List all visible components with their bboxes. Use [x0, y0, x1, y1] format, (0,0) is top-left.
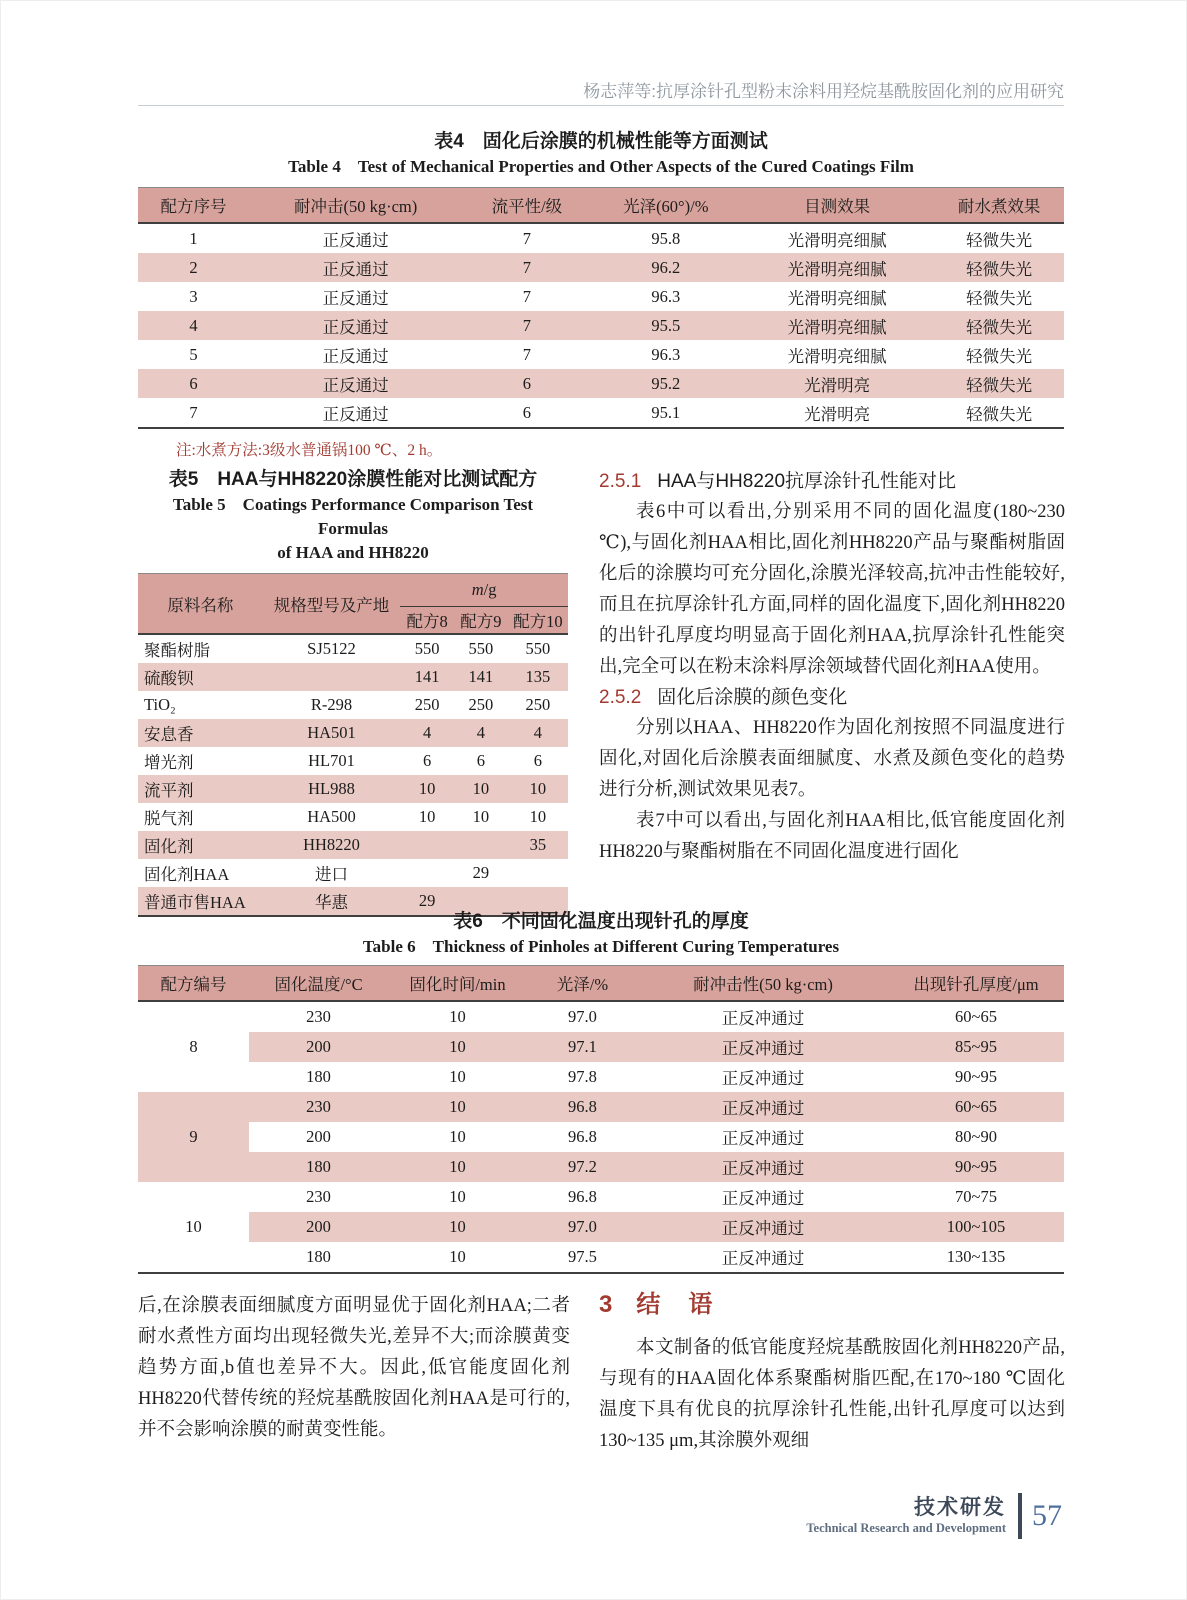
column-header: 配方序号: [160, 197, 227, 216]
table-cell: 35: [508, 831, 568, 859]
table-cell: 97.0: [568, 1007, 597, 1026]
table-cell: 光滑明亮细腻: [787, 288, 887, 308]
table-cell: 200: [249, 1032, 388, 1062]
table-cell: 97.8: [568, 1067, 597, 1086]
table-cell: 10: [449, 1067, 466, 1086]
table-cell: 7: [522, 286, 532, 306]
table6: [138, 965, 1064, 1274]
table-row: [138, 663, 568, 691]
table-cell: HL701: [308, 751, 355, 770]
table-cell: 安息香: [138, 719, 263, 747]
group-label: 10: [185, 1217, 202, 1236]
table-cell: 10: [508, 775, 568, 803]
table5-title-en-line1: Table 5 Coatings Performance Comparison Test Formulas: [172, 495, 534, 538]
table-cell: 光滑明亮细腻: [787, 230, 887, 250]
table-cell: 硫酸钡: [138, 663, 263, 691]
column-header: 固化时间/min: [409, 975, 506, 994]
table-cell: 7: [189, 402, 198, 422]
table-cell: 96.3: [651, 286, 681, 306]
table-row: [138, 1212, 1064, 1242]
table-cell: [400, 859, 454, 887]
table-cell: 光滑明亮: [804, 404, 871, 424]
table-cell: 正反冲通过: [638, 1092, 888, 1122]
table-cell: 29: [400, 887, 454, 916]
table-cell: 97.1: [527, 1032, 638, 1062]
table-row: [138, 1032, 1064, 1062]
table-cell: 正反冲通过: [638, 1152, 888, 1182]
table5-titles: [138, 467, 568, 565]
table-cell: 10: [529, 807, 547, 826]
section-heading-2-5-2: [599, 683, 1065, 713]
table-cell: 141: [454, 663, 508, 691]
table5-title-en-line2: of HAA and HH8220: [277, 543, 429, 562]
table-cell: 250: [525, 695, 551, 714]
table6-title-cn: 表6 不同固化温度出现针孔的厚度: [453, 911, 749, 932]
table-cell: 4: [400, 719, 454, 747]
table-cell: 141: [400, 663, 454, 691]
table-cell: 95.1: [651, 402, 681, 422]
table-row: [138, 253, 1064, 282]
table-row: [138, 398, 1064, 428]
table6-header-row: [138, 966, 1064, 1002]
table-cell: 6: [138, 369, 249, 398]
page-number: 57: [1032, 1499, 1062, 1532]
table-cell: 180: [249, 1152, 388, 1182]
column-header: 流平性/级: [491, 197, 563, 216]
table-row: [138, 1182, 1064, 1212]
table-cell: 97.2: [527, 1152, 638, 1182]
table-cell: 6: [462, 369, 592, 398]
table5-section: [138, 467, 568, 917]
table-cell: TiO₂: [144, 695, 176, 714]
conclusion-column: [599, 1284, 1065, 1457]
table-cell: [454, 831, 508, 859]
table-cell: 250: [414, 695, 440, 714]
table-cell: 流平剂: [138, 775, 263, 803]
table-cell: 7: [462, 253, 592, 282]
table-cell: 脱气剂: [144, 809, 194, 828]
table-cell: 100~105: [888, 1212, 1064, 1242]
table-cell: 10: [449, 1187, 466, 1206]
table-cell: 250: [468, 695, 494, 714]
table-row: [138, 1122, 1064, 1152]
table-cell: HA501: [263, 719, 401, 747]
table-cell: 3: [189, 286, 198, 306]
footer-labels: [806, 1496, 1006, 1536]
section-number: 2.5.2: [599, 687, 642, 708]
table-row: [138, 223, 1064, 253]
table-cell: 轻微失光: [966, 404, 1033, 424]
unit-symbol: m: [471, 580, 484, 599]
table-row: [138, 311, 1064, 340]
table5-title-cn: 表5 HAA与HH8220涂膜性能对比测试配方: [168, 469, 538, 490]
table4-header-row: [138, 188, 1064, 224]
table-row: [138, 369, 1064, 398]
column-header: 配方编号: [160, 975, 227, 994]
table-cell: 10: [449, 1247, 466, 1266]
table-cell: 轻微失光: [966, 288, 1033, 308]
table-cell: 130~135: [946, 1247, 1006, 1266]
table-row: [138, 1062, 1064, 1092]
table-cell: 4: [454, 719, 508, 747]
table-row: [138, 859, 568, 887]
table-cell: 正反冲通过: [721, 1189, 805, 1208]
table-cell: 550: [468, 639, 494, 658]
table5: [138, 573, 568, 917]
table-cell: 轻微失光: [934, 253, 1064, 282]
table-row: [138, 1001, 1064, 1032]
table-row: [138, 775, 568, 803]
table6-group-10: [138, 1182, 1064, 1273]
table-cell: 7: [462, 311, 592, 340]
table-cell: 230: [306, 1007, 331, 1026]
paragraph: 表7中可以看出,与固化剂HAA相比,低官能度固化剂HH8220与聚酯树脂在不同固化温度进行固化: [599, 811, 1065, 862]
table-row: [138, 282, 1064, 311]
table-cell: 正反通过: [249, 253, 462, 282]
table-cell: HA500: [307, 807, 356, 826]
section-number: 2.5.1: [599, 471, 642, 492]
table4: [138, 187, 1064, 429]
table-cell: 10: [449, 1127, 466, 1146]
header-rule: [138, 105, 1064, 106]
column-header: 规格型号及产地: [273, 595, 390, 615]
table-cell: 光滑明亮: [740, 369, 934, 398]
table-cell: 正反通过: [249, 311, 462, 340]
table-row: [138, 1242, 1064, 1273]
table-cell: 正反通过: [322, 288, 389, 308]
running-head: 杨志萍等:抗厚涂针孔型粉末涂料用羟烷基酰胺固化剂的应用研究: [583, 82, 1064, 101]
table-cell: 95.8: [651, 228, 681, 248]
table-cell: 正反通过: [249, 369, 462, 398]
table-cell: 85~95: [888, 1032, 1064, 1062]
table-cell: 180: [306, 1067, 331, 1086]
table-cell: 230: [249, 1092, 388, 1122]
section-title: HAA与HH8220抗厚涂针孔性能对比: [657, 471, 957, 492]
group-label: 9: [138, 1092, 249, 1182]
column-header: 配方8: [406, 612, 448, 631]
table-cell: 正反通过: [322, 404, 389, 424]
table-cell: 97.0: [527, 1212, 638, 1242]
page-footer: [806, 1493, 1062, 1539]
table-cell: 轻微失光: [934, 369, 1064, 398]
table-cell: 固化剂HAA: [144, 865, 230, 884]
table-cell: 200: [306, 1127, 331, 1146]
table-row: [138, 340, 1064, 369]
table-row: [138, 1092, 1064, 1122]
footer-divider: [1018, 1493, 1022, 1539]
column-header: 目测效果: [804, 197, 871, 216]
section-title: 固化后涂膜的颜色变化: [657, 687, 848, 708]
table-cell: 135: [508, 663, 568, 691]
table4-title-cn: 表4 固化后涂膜的机械性能等方面测试: [434, 131, 768, 152]
table-cell: 增光剂: [144, 753, 194, 772]
table-cell: R-298: [310, 695, 353, 714]
table-cell: 4: [138, 311, 249, 340]
table-cell: 200: [249, 1212, 388, 1242]
table-cell: 10: [454, 775, 508, 803]
table-cell: 96.3: [651, 344, 681, 364]
table-cell: 10: [400, 775, 454, 803]
table-cell: 2: [138, 253, 249, 282]
table-cell: 普通市售HAA: [138, 887, 263, 916]
table-cell: SJ5122: [307, 639, 356, 658]
unit-denominator: /g: [483, 580, 497, 599]
table-cell: 80~90: [955, 1127, 997, 1146]
table4-section: [138, 129, 1064, 460]
table-cell: 聚酯树脂: [144, 641, 210, 660]
table-cell: 正反冲通过: [638, 1212, 888, 1242]
footer-section-cn: 技术研发: [914, 1496, 1006, 1519]
table-cell: HL988: [263, 775, 401, 803]
paragraph: 后,在涂膜表面细腻度方面明显优于固化剂HAA;二者耐水煮性方面均出现轻微失光,差异不大;而涂膜黄变趋势方面,b值也差异不大。因此,低官能度固化剂HH8220代替传统的羟烷基酰胺固化剂HAA是可行的,并不会影响涂膜的耐黄变性能。: [138, 1296, 570, 1440]
table-cell: 7: [522, 228, 532, 248]
table-cell: 10: [449, 1007, 466, 1026]
paragraph: 分别以HAA、HH8220作为固化剂按照不同温度进行固化,对固化后涂膜表面细腻度、水煮及颜色变化的趋势进行分析,测试效果见表7。: [599, 718, 1065, 800]
table-cell: 1: [189, 228, 198, 248]
table-cell: 97.5: [568, 1247, 597, 1266]
table6-title-en: Table 6 Thickness of Pinholes at Different Curing Temperatures: [362, 937, 840, 956]
table-cell: 6: [522, 402, 532, 422]
table-cell: 正反冲通过: [721, 1069, 805, 1088]
table-cell: 60~65: [888, 1092, 1064, 1122]
table-cell: 光滑明亮细腻: [740, 253, 934, 282]
closing-left-column: [138, 1291, 570, 1446]
table-cell: 96.8: [568, 1187, 597, 1206]
table-cell: 正反通过: [322, 230, 389, 250]
table-cell: 正反冲通过: [721, 1129, 805, 1148]
table-cell: 7: [522, 344, 532, 364]
section-number: 3: [599, 1291, 615, 1318]
table-cell: 光滑明亮细腻: [787, 346, 887, 366]
table-cell: 华惠: [263, 887, 401, 916]
table-cell: [263, 663, 401, 691]
column-header: 耐冲击(50 kg·cm): [293, 197, 418, 216]
table-cell: 轻微失光: [966, 346, 1033, 366]
column-header-unit: [400, 574, 568, 607]
table-cell: 95.5: [592, 311, 740, 340]
table-cell: 正反通过: [322, 346, 389, 366]
group-label: 8: [189, 1037, 198, 1056]
table-cell: 60~65: [955, 1007, 997, 1026]
table-cell: 10: [388, 1152, 527, 1182]
table-cell: 正反冲通过: [721, 1249, 805, 1268]
table-cell: 550: [525, 639, 551, 658]
section-title: 结 语: [636, 1291, 715, 1318]
paragraph: 表6中可以看出,分别采用不同的固化温度(180~230 ℃),与固化剂HAA相比,固化剂HH8220产品与聚酯树脂固化后的涂膜均可充分固化,涂膜光泽较高,抗冲击性能较好,而且在抗厚涂针孔方面,同样的固化温度下,固化剂HH8220的出针孔厚度均明显高于固化剂HAA,抗厚涂针孔性能突出,完全可以在粉末涂料厚涂领域替代固化剂HAA使用。: [599, 502, 1065, 677]
table-row: [138, 803, 568, 831]
footer-section-en: Technical Research and Development: [806, 1521, 1006, 1535]
table-cell: 96.8: [527, 1092, 638, 1122]
table-cell: 29: [472, 863, 490, 882]
table6-group-9: [138, 1092, 1064, 1182]
table-cell: 90~95: [955, 1067, 997, 1086]
table-cell: 6: [533, 751, 543, 770]
table4-footnote: 注:水煮方法:3级水普通锅100 ℃、2 h。: [176, 442, 443, 459]
table-row: [138, 1152, 1064, 1182]
section-heading-3: [599, 1284, 1065, 1319]
section-2-5-column: [599, 467, 1065, 868]
column-header: 配方10: [513, 612, 563, 631]
table-cell: 10: [388, 1212, 527, 1242]
table-cell: 90~95: [888, 1152, 1064, 1182]
table-cell: 正反冲通过: [638, 1032, 888, 1062]
column-header: 耐冲击性(50 kg·cm): [693, 975, 833, 994]
table-cell: [400, 831, 454, 859]
table5-header: [138, 574, 568, 635]
table-row: [138, 691, 568, 719]
table-cell: 230: [306, 1187, 331, 1206]
table4-title-en: Table 4 Test of Mechanical Properties and Other Aspects of the Cured Coatings Film: [288, 157, 914, 176]
table-cell: 180: [306, 1247, 331, 1266]
table-cell: [508, 859, 568, 887]
column-header: 固化温度/°C: [274, 975, 363, 994]
table-cell: 10: [388, 1092, 527, 1122]
table-cell: 轻微失光: [934, 311, 1064, 340]
column-header: 原料名称: [167, 595, 234, 615]
table-row: [138, 747, 568, 775]
table-cell: 轻微失光: [966, 230, 1033, 250]
table-cell: 6: [423, 751, 432, 770]
table-cell: 10: [472, 807, 490, 826]
table-cell: 光滑明亮细腻: [740, 311, 934, 340]
table-cell: 4: [508, 719, 568, 747]
table-cell: HH8220: [263, 831, 401, 859]
table6-group-8: [138, 1001, 1064, 1092]
table-row: [138, 634, 568, 663]
table-cell: 10: [418, 807, 436, 826]
table-cell: 5: [189, 344, 198, 364]
column-header: 耐水煮效果: [957, 197, 1041, 216]
column-header: 配方9: [460, 612, 502, 631]
table-cell: 6: [476, 751, 486, 770]
table-cell: 550: [414, 639, 440, 658]
section-heading-2-5-1: [599, 467, 1065, 497]
table-cell: 正反冲通过: [721, 1009, 805, 1028]
table-cell: 10: [388, 1032, 527, 1062]
column-header: 光泽(60°)/%: [623, 197, 709, 216]
table-row: [138, 719, 568, 747]
paragraph: 本文制备的低官能度羟烷基酰胺固化剂HH8220产品,与现有的HAA固化体系聚酯树脂匹配,在170~180 ℃固化温度下具有优良的抗厚涂针孔性能,出针孔厚度可以达到130~135 μm,其涂膜外观细: [599, 1338, 1065, 1451]
table-row: [138, 831, 568, 859]
table-cell: 96.2: [592, 253, 740, 282]
column-header: 出现针孔厚度/μm: [913, 975, 1039, 994]
table-cell: 70~75: [955, 1187, 997, 1206]
table-cell: 进口: [314, 865, 348, 884]
table-cell: 95.2: [592, 369, 740, 398]
column-header: 光泽/%: [556, 975, 609, 994]
table-cell: 固化剂: [138, 831, 263, 859]
table6-section: [138, 909, 1064, 1274]
table-cell: 96.8: [568, 1127, 597, 1146]
